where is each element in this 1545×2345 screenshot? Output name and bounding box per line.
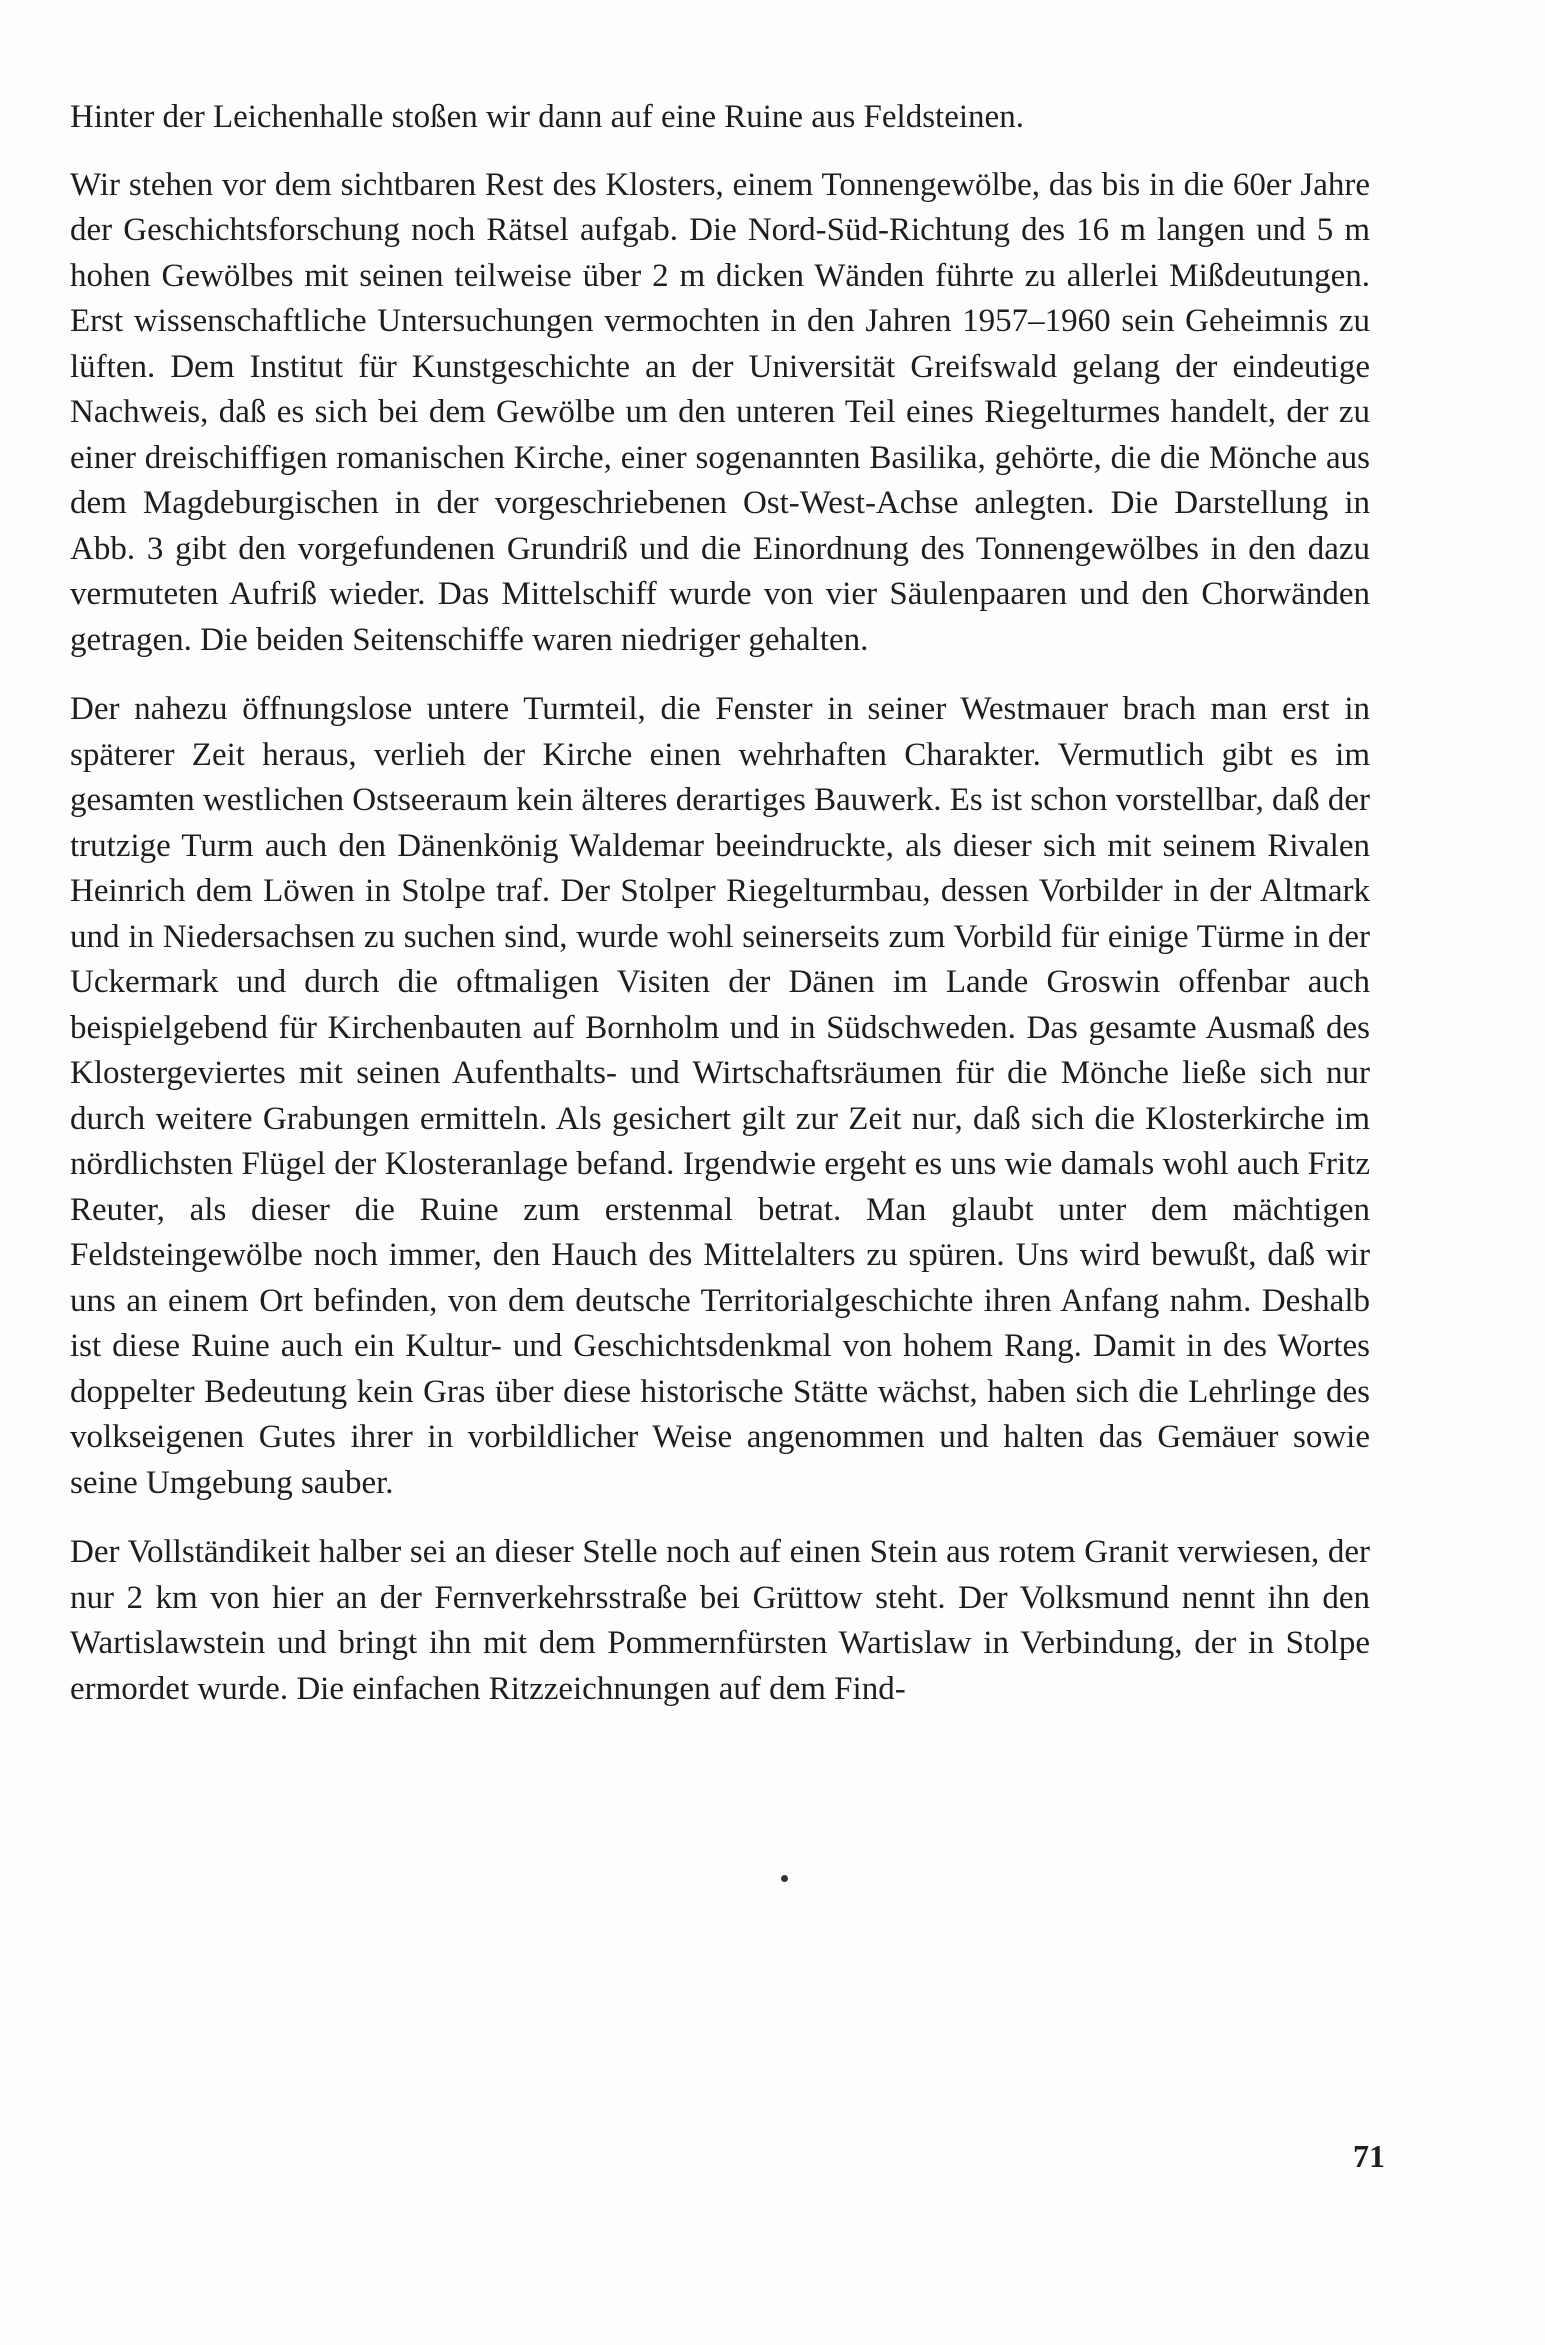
paragraph-3: Der nahezu öffnungslose untere Turmteil, die Fenster in seiner Westmauer brach man erst in späterer Zeit heraus, verlieh der Kirche einen wehrhaften Charakter. Vermutlich gibt es im gesamten westlichen Ostseeraum kein älteres derartiges Bauwerk. Es ist schon vorstellbar, daß der trutzige Turm auch den Dänenkönig Waldemar beeindruckte, als dieser sich mit seinem Rivalen Heinrich dem Löwen in Stolpe traf. Der Stolper Riegelturmbau, dessen Vorbilder in der Altmark und in Niedersachsen zu suchen sind, wurde wohl seinerseits zum Vorbild für einige Türme in der Uckermark und durch die oftmaligen Visiten der Dänen im Lande Groswin offenbar auch beispielgebend für Kirchenbauten auf Bornholm und in Südschweden. Das gesamte Ausmaß des Klostergeviertes mit seinen Aufenthalts- und Wirtschaftsräumen für die Mönche ließe sich nur durch weitere Grabungen ermitteln. Als gesichert gilt zur Zeit nur, daß sich die Klosterkirche im nördlichsten Flügel der Klosteranlage befand. Irgendwie ergeht es uns wie damals wohl auch Fritz Reuter, als dieser die Ruine zum erstenmal betrat. Man glaubt unter dem mächtigen Feldsteingewölbe noch immer, den Hauch des Mittelalters zu spüren. Uns wird bewußt, daß wir uns an einem Ort befinden, von dem deutsche Territorialgeschichte ihren Anfang nahm. Deshalb ist diese Ruine auch ein Kultur- und Geschichtsdenkmal von hohem Rang. Damit in des Wortes doppelter Bedeutung kein Gras über diese historische Stätte wächst, haben sich die Lehrlinge des volkseigenen Gutes ihrer in vorbildlicher Weise angenommen und halten das Gemäuer sowie seine Umgebung sauber. [70,691,1370,1501]
paragraph-4: Der Vollständikeit halber sei an dieser Stelle noch auf einen Stein aus rotem Granit verwiesen, der nur 2 km von hier an der Fernverkehrsstraße bei Grüttow steht. Der Volksmund nennt ihn den Wartislawstein und bringt ihn mit dem Pommernfürsten Wartislaw in Verbindung, der in Stolpe ermordet wurde. Die einfachen Ritzzeichnungen auf dem Find- [70,1534,1370,1707]
ink-speck [781,1875,788,1882]
page-number: 71 [1353,2138,1385,2174]
paragraph-1: Hinter der Leichenhalle stoßen wir dann auf eine Ruine aus Feldsteinen. [70,99,1024,135]
body-text [70,95,1370,1736]
paragraph-2: Wir stehen vor dem sichtbaren Rest des Klosters, einem Tonnengewölbe, das bis in die 60er Jahre der Geschichtsforschung noch Rätsel aufgab. Die Nord-Süd-Richtung des 16 m langen und 5 m hohen Gewölbes mit seinen teilweise über 2 m dicken Wänden führte zu allerlei Mißdeutungen. Erst wissenschaftliche Untersuchungen vermochten in den Jahren 1957–1960 sein Geheimnis zu lüften. Dem Institut für Kunstgeschichte an der Universität Greifswald gelang der eindeutige Nachweis, daß es sich bei dem Gewölbe um den unteren Teil eines Riegelturmes handelt, der zu einer dreischiffigen romanischen Kirche, einer sogenannten Basilika, gehörte, die die Mönche aus dem Magdeburgischen in der vorgeschriebenen Ost-West-Achse anlegten. Die Darstellung in Abb. 3 gibt den vorgefundenen Grundriß und die Einordnung des Tonnengewölbes in den dazu vermuteten Aufriß wieder. Das Mittelschiff wurde von vier Säulenpaaren und den Chorwänden getragen. Die beiden Seitenschiffe waren niedriger gehalten. [70,166,1370,658]
